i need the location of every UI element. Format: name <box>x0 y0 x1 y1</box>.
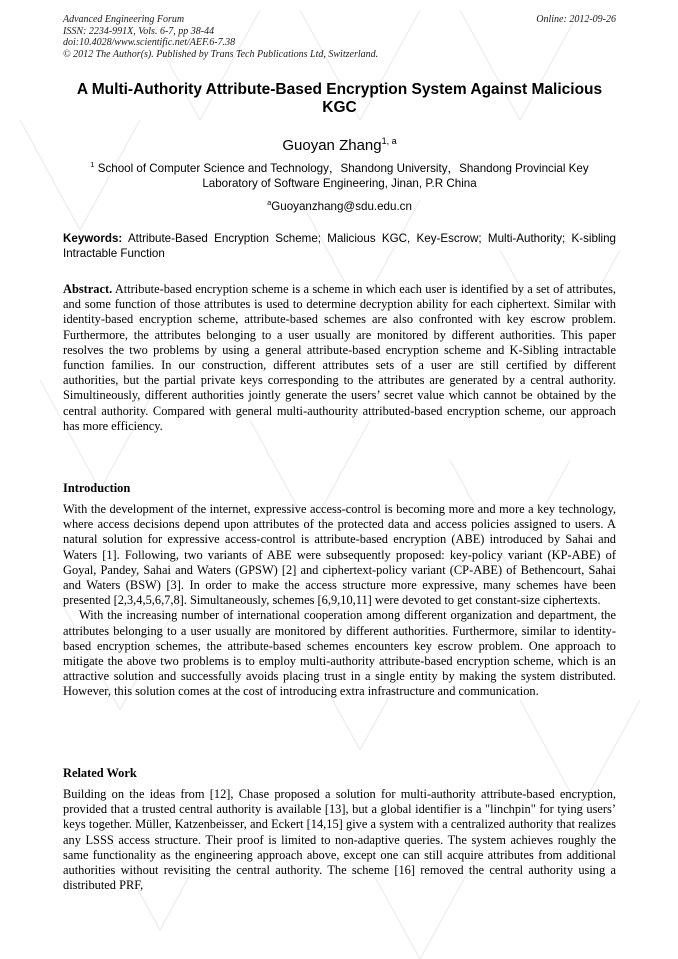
affiliation-superscript: 1 <box>90 160 95 169</box>
introduction-paragraph-1: With the development of the internet, expressive access-control is becoming more and more a key technology, where access decisions depend upon attributes of the protected data and access policies assigned to users. A natural solution for expressive access-control is attribute-based encryption (ABE) introduced by Sahai and Waters [1]. Following, two variants of ABE were subsequently proposed: key-policy variant (KP-ABE) of Goyal, Pandey, Sahai and Waters (GPSW) [2] and ciphertext-policy variant (CP-ABE) of Bethencourt, Sahai and Waters (BSW) [3]. In order to make the access structure more expressive, many schemes have been presented [2,3,4,5,6,7,8]. Simultaneously, schemes [6,9,10,11] were devoted to get constant-size ciphertexts. <box>63 502 616 608</box>
related-work-paragraph: Building on the ideas from [12], Chase proposed a solution for multi-authority attribute-based encryption, provided that a trusted central authority is available [13], but a global identifier is a "linchpin" for tying users’ keys together. Müller, Katzenbeisser, and Eckert [14,15] give a system with a centralized authority that realizes any LSSS access structure. Their proof is limited to non-adaptive queries. The system achieves roughly the same functionality as the engineering approach above, except one can still acquire attributes from additional authorities without revisiting the central authority. The scheme [16] removed the central authority using a distributed PRF, <box>63 787 616 893</box>
related-work-heading: Related Work <box>63 766 137 780</box>
author-name: Guoyan Zhang <box>282 137 382 154</box>
author-superscript: 1, a <box>381 136 397 146</box>
copyright-line: © 2012 The Author(s). Published by Trans Tech Publications Ltd, Switzerland. <box>63 48 379 60</box>
introduction-paragraph-2: With the increasing number of international cooperation among different organization and department, the attributes belonging to a user usually are monitored by different authorities. Furthermore, similar to identity-based encryption schemes, the attribute-based schemes encounters key escrow problem. One approach to mitigate the above two problems is to employ multi-authority attribute-based encryption scheme, which is an attractive solution and successfully avoids placing trust in a single entity by making the system distributed. However, this solution comes at the cost of introducing extra infrastructure and communication. <box>63 608 616 699</box>
affiliation <box>63 157 616 191</box>
journal-header <box>63 14 616 60</box>
journal-name: Advanced Engineering Forum <box>63 14 185 25</box>
doi-line: doi:10.4028/www.scientific.net/AEF.6-7.38 <box>63 37 236 48</box>
online-date: Online: 2012-09-26 <box>536 14 616 25</box>
email-line <box>63 195 616 214</box>
affiliation-text: School of Computer Science and Technology，Shandong University，Shandong Provincial Key Laboratory of Software Engineering, Jinan, P.R China <box>97 161 589 190</box>
email-superscript: a <box>267 198 272 207</box>
abstract-label: Abstract. <box>63 282 113 296</box>
abstract <box>63 282 616 434</box>
keywords-label: Keywords: <box>63 232 123 245</box>
abstract-text: Attribute-based encryption scheme is a scheme in which each user is identified by a set of attributes, and some function of those attributes is used to determine decryption ability for each ciphertext. Similar with identity-based encryption scheme, attribute-based schemes are also confronted with key escrow problem. Furthermore, the attributes belonging to a user usually are monitored by different authorities. This paper resolves the two problems by using a general attribute-based encryption scheme and K-Sibling intractable function families. In our construction, different attributes sets of a user are still certified by different authorities, but the partial private keys corresponding to the attributes are generated by a central authority. Simultineously, different authorities jointly generate the users’ secret value which cannot be obtained by the central authority. Compared with general multi-authourity attributed-based encryption scheme, our approach has more efficiency. <box>63 282 616 433</box>
keywords <box>63 231 616 261</box>
introduction-heading: Introduction <box>63 481 131 495</box>
author-line <box>63 132 616 155</box>
issn-line: ISSN: 2234-991X, Vols. 6-7, pp 38-44 <box>63 25 215 37</box>
keywords-text: Attribute-Based Encryption Scheme; Malicious KGC, Key-Escrow; Multi-Authority; K-sibling Intractable Function <box>63 232 616 260</box>
email-address: Guoyanzhang@sdu.edu.cn <box>271 199 412 213</box>
related-work-body <box>63 787 616 893</box>
introduction-body <box>63 502 616 700</box>
paper-title: A Multi-Authority Attribute-Based Encryption System Against Malicious KGC <box>76 81 603 116</box>
